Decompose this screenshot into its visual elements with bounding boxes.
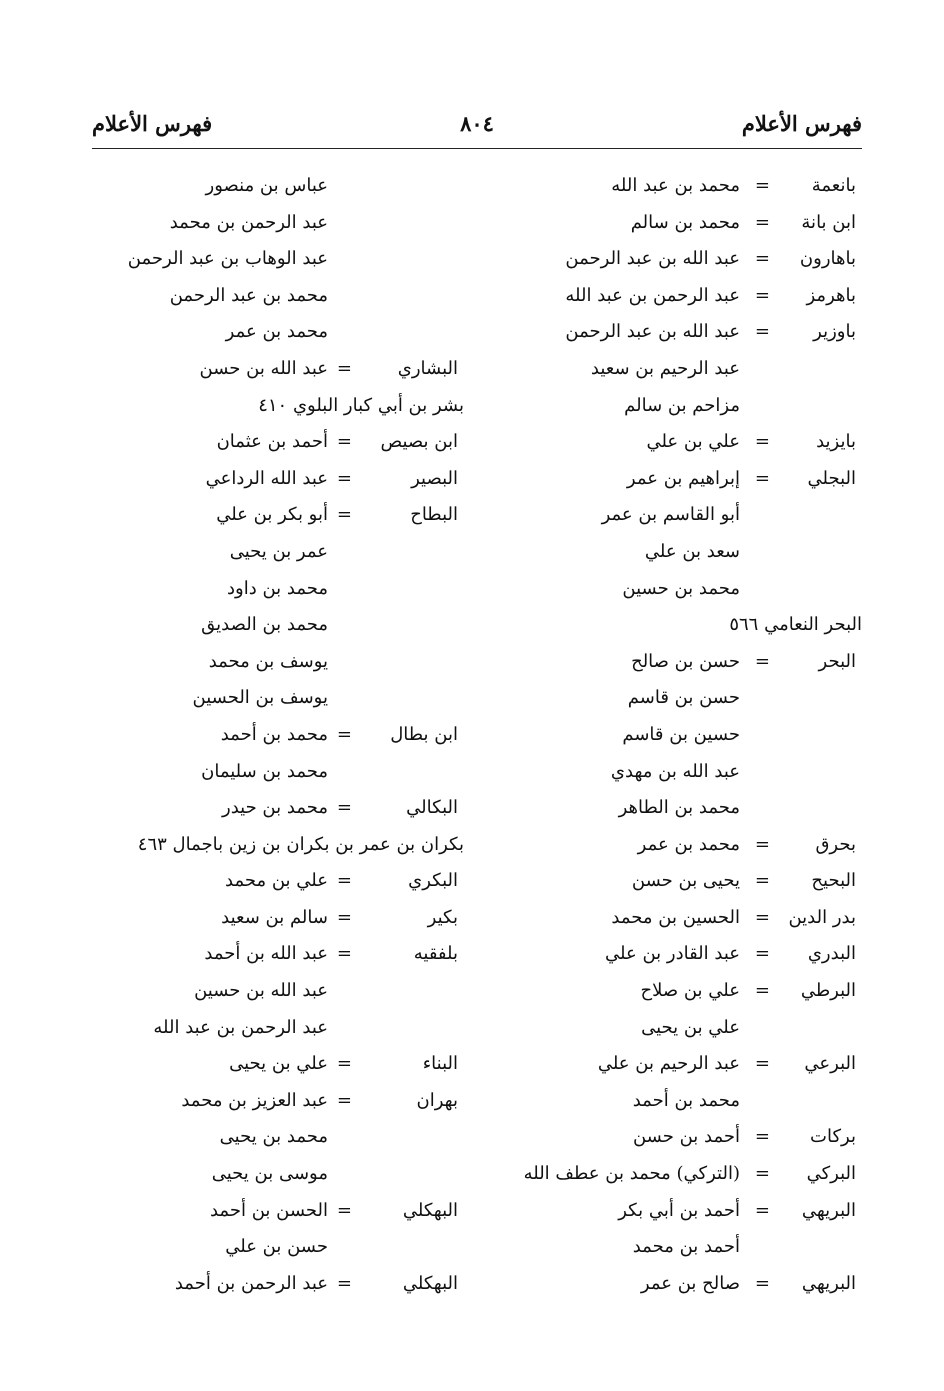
entry-subvalue: يوسف بن الحسين xyxy=(192,687,328,709)
entry-value: عبد الرحمن بن عبد الله xyxy=(565,284,740,306)
equals-sign: = xyxy=(336,1089,352,1111)
entry-value: علي بن محمد xyxy=(225,870,328,892)
entry-term: البجلي xyxy=(807,467,856,489)
index-entry xyxy=(457,168,862,205)
entry-term: باوزير xyxy=(813,321,856,343)
equals-sign: = xyxy=(336,467,352,489)
entry-value: أبو بكر بن علي xyxy=(216,504,328,526)
index-entry xyxy=(92,168,464,205)
entry-subvalue: حسين بن قاسم xyxy=(622,723,740,745)
entry-value: إبراهيم بن عمر xyxy=(626,467,740,489)
entry-term: باهرمز xyxy=(806,284,856,306)
equals-sign: = xyxy=(336,1053,352,1075)
entry-value: محمد بن عبد الله xyxy=(611,175,740,196)
equals-sign: = xyxy=(754,1126,770,1148)
entry-term: البطاح xyxy=(410,504,458,526)
equals-sign: = xyxy=(336,797,352,819)
index-entry xyxy=(92,827,464,864)
entry-subvalue: يوسف بن محمد xyxy=(208,650,328,672)
entry-value: محمد بن سالم xyxy=(630,211,740,233)
index-entry xyxy=(92,461,464,498)
index-entry xyxy=(92,680,464,717)
entry-subvalue: محمد بن عبد الرحمن xyxy=(169,284,328,306)
index-entry xyxy=(92,607,464,644)
entry-subvalue: عبد الله بن مهدي xyxy=(610,760,740,782)
entry-subvalue: عبد الرحمن بن عبد الله xyxy=(153,1016,328,1038)
index-entry xyxy=(92,644,464,681)
index-entry xyxy=(92,351,464,388)
entry-term: البرطي xyxy=(800,980,856,1002)
index-column-left xyxy=(92,168,464,1302)
index-entry xyxy=(457,497,862,534)
entry-value: عبد الله بن حسن xyxy=(199,357,328,379)
entry-full: البحر النعامي ٥٦٦ xyxy=(729,614,862,636)
index-entry xyxy=(92,936,464,973)
entry-term: البصير xyxy=(411,467,458,489)
entry-value: الحسن بن أحمد xyxy=(209,1199,328,1221)
equals-sign: = xyxy=(754,943,770,965)
index-entry xyxy=(92,571,464,608)
entry-value: علي بن يحيى xyxy=(229,1053,328,1075)
entry-value: يحيى بن حسن xyxy=(631,870,740,892)
index-entry xyxy=(92,278,464,315)
entry-value: علي بن علي xyxy=(646,431,740,453)
equals-sign: = xyxy=(754,650,770,672)
entry-value: محمد بن أحمد xyxy=(220,723,328,745)
equals-sign: = xyxy=(336,504,352,526)
index-entry xyxy=(457,1156,862,1193)
equals-sign: = xyxy=(336,431,352,453)
equals-sign: = xyxy=(336,1199,352,1221)
index-entry xyxy=(457,278,862,315)
entry-term: بايزيد xyxy=(816,431,856,453)
equals-sign: = xyxy=(336,357,352,379)
index-entry xyxy=(92,1010,464,1047)
index-entry xyxy=(92,717,464,754)
index-entry xyxy=(457,827,862,864)
index-entry xyxy=(457,790,862,827)
entry-term: ابن بطال xyxy=(390,723,458,745)
equals-sign: = xyxy=(754,1199,770,1221)
running-title-left: فهرس الأعلام xyxy=(92,111,213,136)
index-entry xyxy=(457,644,862,681)
index-entry xyxy=(92,205,464,242)
index-entry xyxy=(457,754,862,791)
entry-value: حسن بن صالح xyxy=(631,650,740,672)
entry-term: البشاري xyxy=(397,357,458,379)
entry-subvalue: حسن بن قاسم xyxy=(627,687,740,709)
equals-sign: = xyxy=(336,906,352,928)
index-entry xyxy=(457,1193,862,1230)
index-entry xyxy=(457,241,862,278)
index-entry xyxy=(457,1266,862,1303)
entry-value: عبد القادر بن علي xyxy=(605,943,740,965)
equals-sign: = xyxy=(754,248,770,270)
entry-value: عبد الله بن عبد الرحمن xyxy=(565,321,740,343)
index-entry xyxy=(457,680,862,717)
entry-value: أحمد بن عثمان xyxy=(216,431,328,453)
index-entry xyxy=(457,314,862,351)
page-number: ٨٠٤ xyxy=(460,111,494,136)
entry-subvalue: عمر بن يحيى xyxy=(229,540,328,562)
index-entry xyxy=(92,900,464,937)
index-entry xyxy=(92,1046,464,1083)
entry-term: بركات xyxy=(810,1126,856,1148)
equals-sign: = xyxy=(754,467,770,489)
entry-term: باهارون xyxy=(799,248,856,270)
entry-value: عبد الله بن عبد الرحمن xyxy=(565,248,740,270)
index-entry xyxy=(457,607,862,644)
entry-value: علي بن صلاح xyxy=(640,980,740,1002)
entry-value: الحسين بن محمد xyxy=(611,906,740,928)
entry-subvalue: عبد الرحيم بن سعيد xyxy=(590,357,740,379)
entry-subvalue: محمد بن سليمان xyxy=(201,760,328,782)
header-rule xyxy=(92,148,862,149)
entry-term: البهكلي xyxy=(402,1199,458,1221)
equals-sign: = xyxy=(336,870,352,892)
index-entry xyxy=(457,1083,862,1120)
entry-term: البناء xyxy=(422,1053,458,1075)
entry-subvalue: أبو القاسم بن عمر xyxy=(601,504,740,526)
entry-value: محمد بن عمر xyxy=(637,833,740,855)
entry-term: بلفقيه xyxy=(413,943,458,965)
entry-term: البريهي xyxy=(801,1272,856,1294)
index-entry xyxy=(92,1229,464,1266)
index-entry xyxy=(92,534,464,571)
index-entry xyxy=(457,1010,862,1047)
entry-term: البكالي xyxy=(406,797,458,819)
entry-term: بحرق xyxy=(815,833,856,855)
index-entry xyxy=(92,424,464,461)
entry-term: بكير xyxy=(427,906,458,928)
entry-term: البريهي xyxy=(801,1199,856,1221)
equals-sign: = xyxy=(754,1053,770,1075)
equals-sign: = xyxy=(754,175,770,196)
entry-subvalue: مزاحم بن سالم xyxy=(624,394,740,416)
entry-term: البرعي xyxy=(804,1053,856,1075)
entry-value: سالم بن سعيد xyxy=(221,906,328,928)
entry-subvalue: محمد بن داود xyxy=(227,577,328,599)
equals-sign: = xyxy=(336,943,352,965)
entry-subvalue: محمد بن عمر xyxy=(225,321,328,343)
entry-subvalue: موسى بن يحيى xyxy=(211,1163,328,1185)
entry-subvalue: عبد الوهاب بن عبد الرحمن xyxy=(127,248,328,270)
index-entry xyxy=(457,534,862,571)
equals-sign: = xyxy=(754,321,770,343)
entry-value: عبد الله بن أحمد xyxy=(204,943,328,965)
index-entry xyxy=(92,1156,464,1193)
equals-sign: = xyxy=(754,833,770,855)
entry-subvalue: عبد الله بن حسين xyxy=(194,980,328,1002)
entry-term: بهران xyxy=(416,1089,458,1111)
entry-full: بشر بن أبي كبار البلوي ٤١٠ xyxy=(258,394,464,416)
entry-subvalue: محمد بن حسين xyxy=(622,577,740,599)
entry-term: البحيح xyxy=(811,870,856,892)
index-entry xyxy=(457,388,862,425)
index-entry xyxy=(92,1119,464,1156)
index-entry xyxy=(457,717,862,754)
entry-value: أحمد بن أبي بكر xyxy=(618,1199,740,1221)
page-header xyxy=(92,108,862,148)
entry-value: محمد بن حيدر xyxy=(222,797,328,819)
entry-subvalue: أحمد بن محمد xyxy=(632,1236,740,1258)
index-entry xyxy=(457,863,862,900)
index-entry xyxy=(457,1229,862,1266)
index-entry xyxy=(457,571,862,608)
index-column-right xyxy=(457,168,862,1302)
index-entry xyxy=(457,351,862,388)
index-entry xyxy=(457,900,862,937)
equals-sign: = xyxy=(754,980,770,1002)
entry-value: أحمد بن حسن xyxy=(632,1126,740,1148)
index-entry xyxy=(457,936,862,973)
index-entry xyxy=(92,973,464,1010)
equals-sign: = xyxy=(754,284,770,306)
index-entry xyxy=(457,205,862,242)
index-entry xyxy=(457,424,862,461)
entry-subvalue: حسن بن علي xyxy=(225,1236,328,1258)
entry-value: (التركي) محمد بن عطف الله xyxy=(523,1163,740,1185)
entry-subvalue: عباس بن منصور xyxy=(205,175,328,196)
index-entry xyxy=(92,1083,464,1120)
equals-sign: = xyxy=(754,211,770,233)
entry-subvalue: سعد بن علي xyxy=(644,540,740,562)
entry-term: ابن بصيص xyxy=(380,431,458,453)
running-title-right: فهرس الأعلام xyxy=(741,111,862,136)
index-entry xyxy=(457,1046,862,1083)
entry-value: صالح بن عمر xyxy=(640,1272,740,1294)
entry-term: البركي xyxy=(806,1163,856,1185)
index-entry xyxy=(92,790,464,827)
entry-value: عبد الرحمن بن أحمد xyxy=(174,1272,328,1294)
equals-sign: = xyxy=(754,431,770,453)
index-entry xyxy=(92,241,464,278)
entry-value: عبد الله الرداعي xyxy=(205,467,328,489)
entry-subvalue: عبد الرحمن بن محمد xyxy=(169,211,328,233)
entry-value: عبد العزيز بن محمد xyxy=(181,1089,328,1111)
entry-term: البدري xyxy=(807,943,856,965)
entry-term: بانعمة xyxy=(811,175,856,196)
index-entry xyxy=(92,863,464,900)
index-entry xyxy=(457,973,862,1010)
equals-sign: = xyxy=(754,1272,770,1294)
index-entry xyxy=(92,1193,464,1230)
entry-term: ابن بانة xyxy=(801,211,856,233)
index-entry xyxy=(457,1119,862,1156)
equals-sign: = xyxy=(336,723,352,745)
entry-term: بدر الدين xyxy=(788,906,856,928)
index-entry xyxy=(92,1266,464,1303)
index-entry xyxy=(92,388,464,425)
entry-term: البهكلي xyxy=(402,1272,458,1294)
entry-term: البحر xyxy=(818,650,856,672)
equals-sign: = xyxy=(754,1163,770,1185)
equals-sign: = xyxy=(336,1272,352,1294)
entry-subvalue: محمد بن الطاهر xyxy=(618,797,740,819)
entry-full: بكران بن عمر بن بكران بن زين باجمال ٤٦٣ xyxy=(137,833,464,855)
entry-subvalue: محمد بن الصديق xyxy=(201,614,328,636)
equals-sign: = xyxy=(754,870,770,892)
index-entry xyxy=(92,497,464,534)
index-entry xyxy=(92,314,464,351)
index-entry xyxy=(457,461,862,498)
equals-sign: = xyxy=(754,906,770,928)
entry-subvalue: محمد بن أحمد xyxy=(632,1089,740,1111)
entry-value: عبد الرحيم بن علي xyxy=(597,1053,740,1075)
entry-subvalue: علي بن يحيى xyxy=(641,1016,740,1038)
index-entry xyxy=(92,754,464,791)
entry-subvalue: محمد بن يحيى xyxy=(219,1126,328,1148)
entry-term: البكري xyxy=(408,870,458,892)
